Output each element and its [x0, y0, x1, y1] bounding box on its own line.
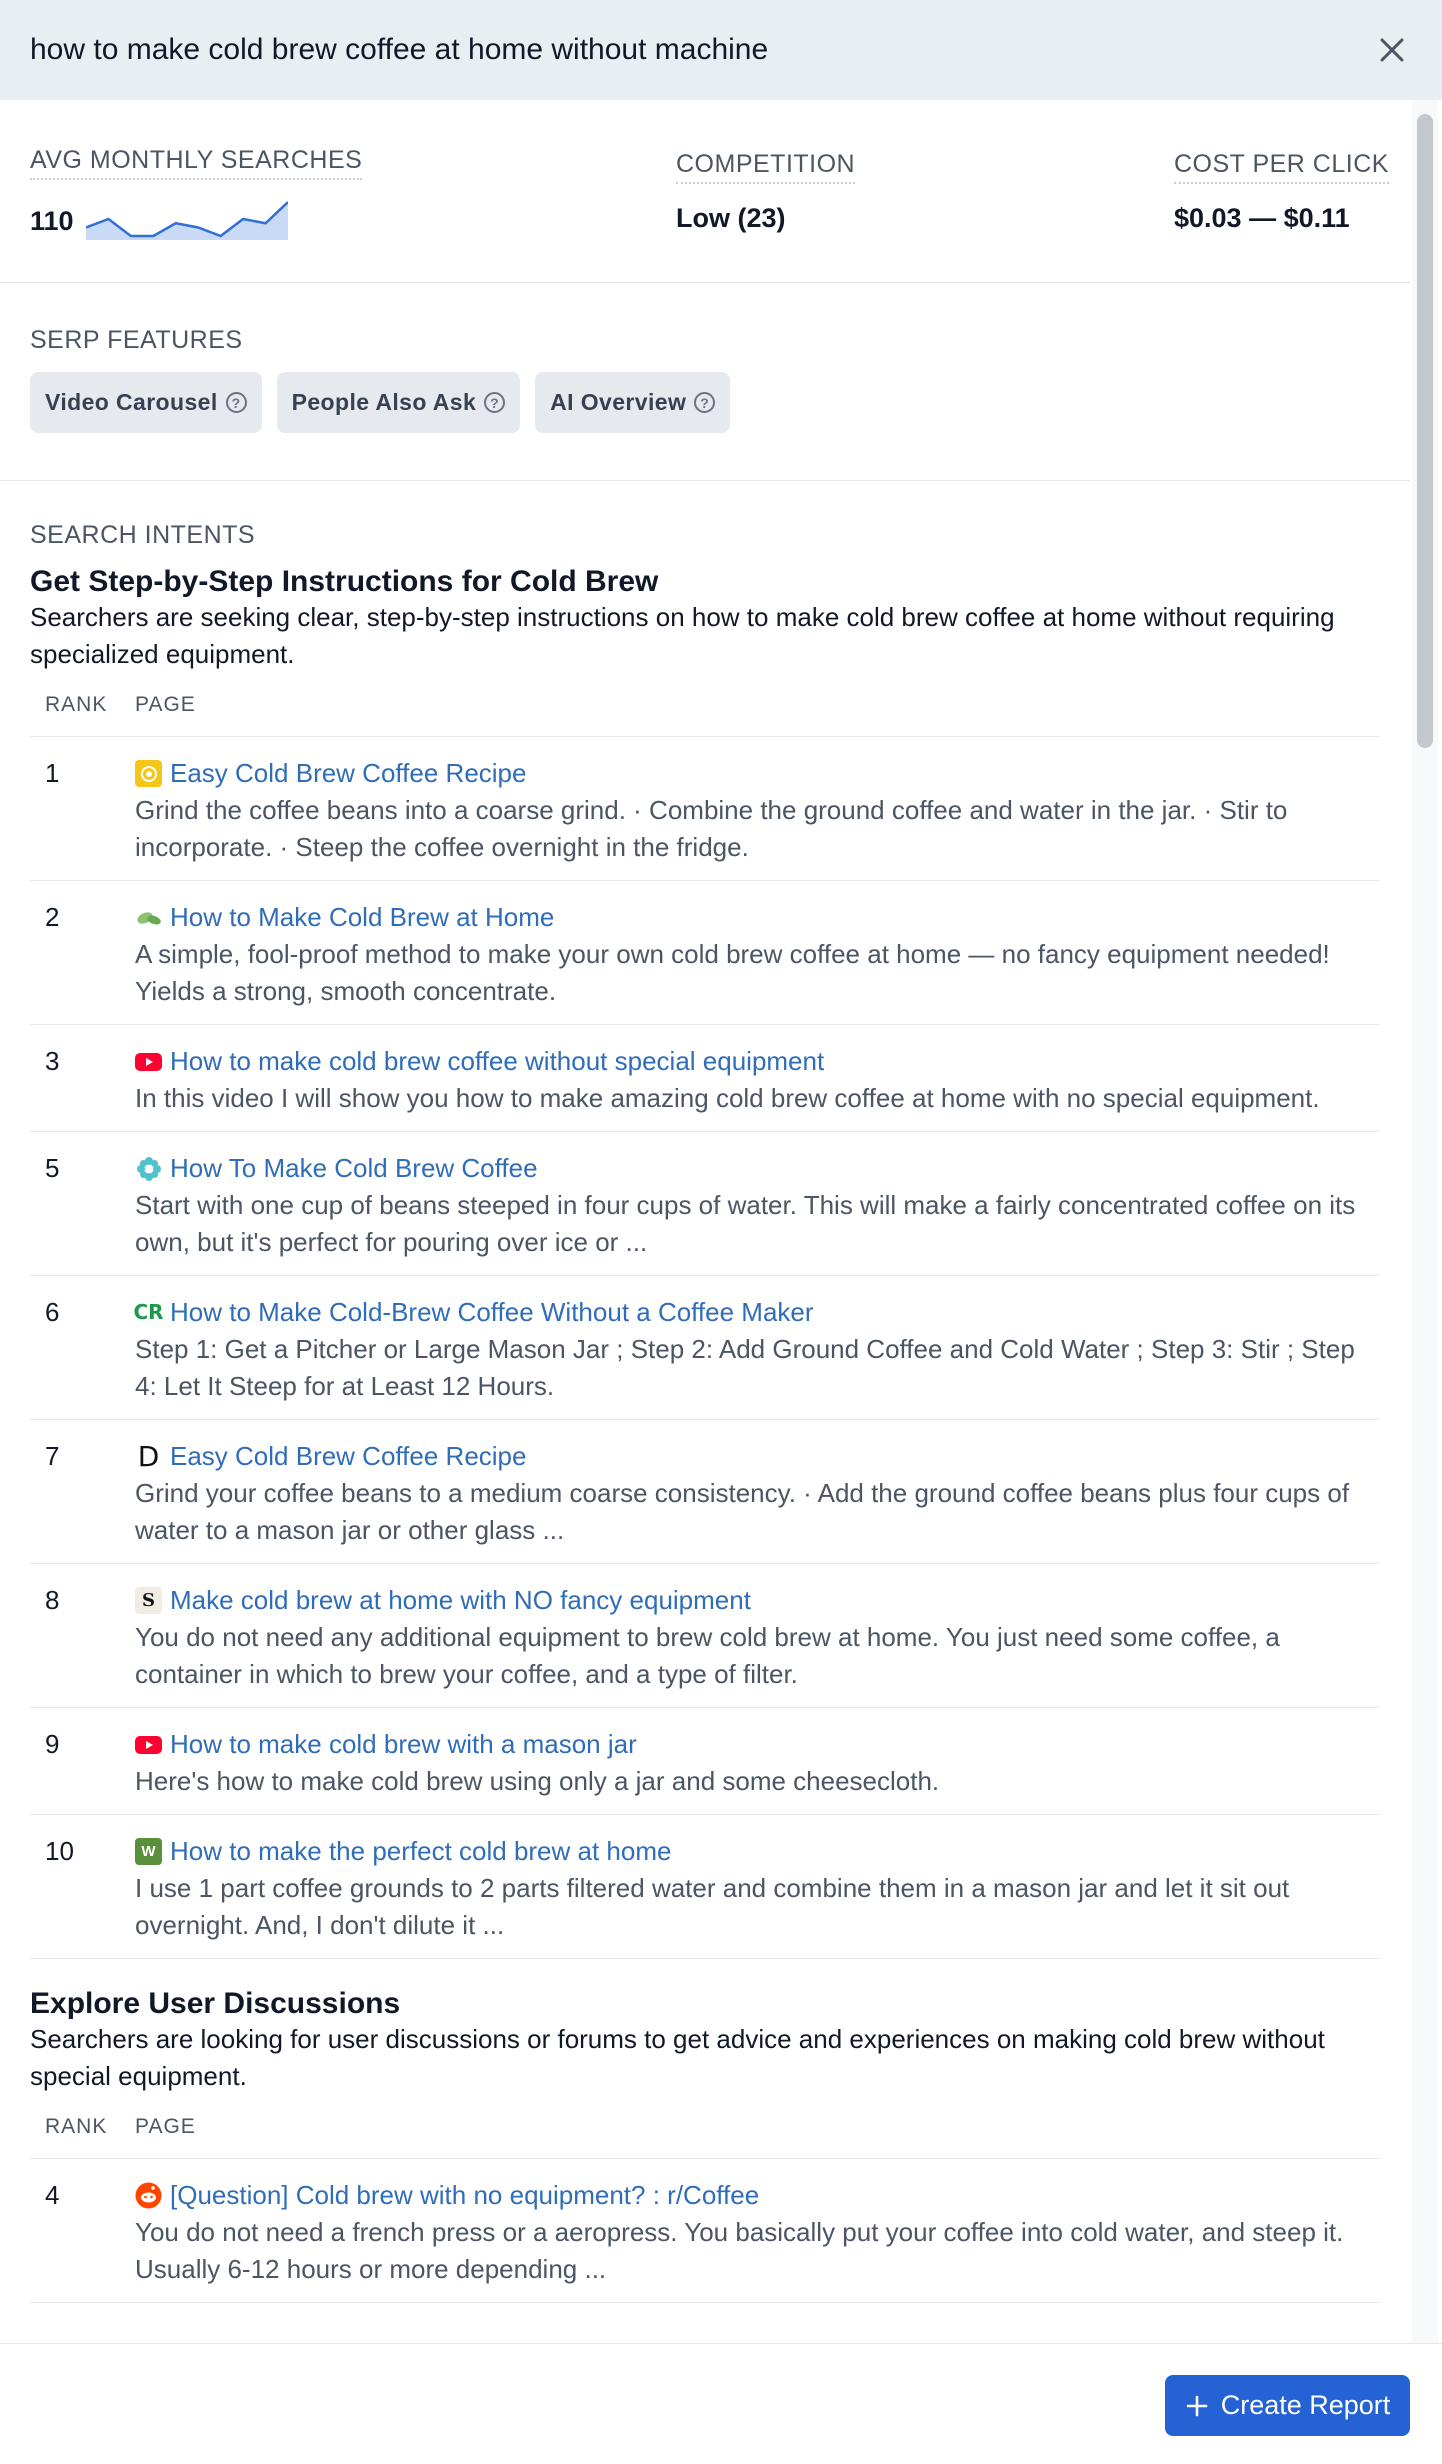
result-link[interactable]	[135, 1150, 1380, 1187]
rank-cell: 6	[45, 1297, 60, 1327]
leaf-icon	[135, 904, 162, 931]
rank-cell: 3	[45, 1046, 60, 1076]
result-snippet: You do not need any additional equipment to brew cold brew at home. You just need some coffee, a container in which to brew your coffee, and a type of filter.	[135, 1622, 1280, 1689]
table-row	[30, 1815, 1380, 1959]
avg-monthly-searches-label: AVG MONTHLY SEARCHES	[30, 146, 362, 180]
flower-icon	[135, 1155, 162, 1182]
search-intents-panel	[0, 481, 1410, 2303]
result-title: How to make the perfect cold brew at home	[170, 1836, 672, 1866]
result-link[interactable]	[135, 1043, 1380, 1080]
result-snippet: Step 1: Get a Pitcher or Large Mason Jar ; Step 2: Add Ground Coffee and Cold Water ; Step 3: Stir ; Step 4: Let It Steep for at Least 12 Hours.	[135, 1334, 1355, 1401]
rank-cell: 5	[45, 1153, 60, 1183]
help-icon[interactable]: ?	[694, 392, 715, 413]
result-link[interactable]	[135, 1833, 1380, 1870]
result-snippet: Grind your coffee beans to a medium coarse consistency. · Add the ground coffee beans plus four cups of water to a mason jar or other glass ...	[135, 1478, 1350, 1545]
cr-icon: CR	[133, 1300, 164, 1324]
details-scroll-area[interactable]	[0, 100, 1410, 2343]
cost-per-click-label: COST PER CLICK	[1174, 150, 1389, 184]
competition-value: Low (23)	[676, 203, 786, 233]
rank-header: RANK	[45, 692, 108, 716]
result-snippet: Here's how to make cold brew using only a jar and some cheesecloth.	[135, 1766, 940, 1796]
cost-per-click-value: $0.03 — $0.11	[1174, 203, 1350, 233]
rank-cell: 2	[45, 902, 60, 932]
serp-feature-chips	[30, 372, 730, 433]
reddit-icon	[135, 2182, 162, 2209]
result-snippet: I use 1 part coffee grounds to 2 parts filtered water and combine them in a mason jar and let it sit out overnight. And, I don't dilute it ...	[135, 1873, 1290, 1940]
result-snippet: You do not need a french press or a aeropress. You basically put your coffee into cold water, and steep it. Usually 6-12 hours or more depending ...	[135, 2217, 1344, 2284]
page-header: PAGE	[135, 692, 196, 716]
rank-header: RANK	[45, 2114, 108, 2138]
d-icon: D	[137, 1440, 160, 1473]
keyword-title: how to make cold brew coffee at home without machine	[30, 33, 769, 66]
chip-ai-overview[interactable]	[535, 372, 730, 433]
table-row	[30, 1276, 1380, 1420]
result-link[interactable]	[135, 1726, 1380, 1763]
competition-label: COMPETITION	[676, 150, 855, 184]
result-title: How to make cold brew coffee without special equipment	[170, 1046, 825, 1076]
ranking-table	[30, 673, 1380, 1959]
intent-title: Explore User Discussions	[30, 1987, 401, 2020]
plus-icon	[1185, 2394, 1209, 2418]
dialog-footer	[0, 2343, 1442, 2464]
result-title: Easy Cold Brew Coffee Recipe	[170, 758, 527, 788]
serp-features-label: SERP FEATURES	[30, 326, 243, 354]
result-snippet: Start with one cup of beans steeped in four cups of water. This will make a fairly concentrated coffee on its own, but it's perfect for pouring over ice or ...	[135, 1190, 1356, 1257]
rank-cell: 10	[45, 1836, 74, 1866]
result-link[interactable]	[135, 1582, 1380, 1619]
result-title: Make cold brew at home with NO fancy equipment	[170, 1585, 751, 1615]
result-snippet: Grind the coffee beans into a coarse grind. · Combine the ground coffee and water in the jar. · Stir to incorporate. · Steep the coffee overnight in the fridge.	[135, 795, 1288, 862]
chip-label: People Also Ask	[291, 389, 477, 415]
youtube-icon	[135, 1048, 162, 1075]
w-icon: W	[135, 1838, 162, 1865]
create-report-label: Create Report	[1220, 2390, 1391, 2420]
rank-cell: 8	[45, 1585, 60, 1615]
result-link[interactable]	[135, 1294, 1380, 1331]
ranking-table	[30, 2095, 1380, 2303]
table-row	[30, 2159, 1380, 2303]
result-title: How to Make Cold-Brew Coffee Without a Coffee Maker	[170, 1297, 814, 1327]
result-title: Easy Cold Brew Coffee Recipe	[170, 1441, 527, 1471]
chip-people-also-ask[interactable]	[277, 372, 521, 433]
result-link[interactable]	[135, 2177, 1380, 2214]
table-row	[30, 881, 1380, 1025]
scrollbar-thumb[interactable]	[1417, 114, 1433, 748]
create-report-button[interactable]	[1165, 2375, 1410, 2436]
serp-features-panel	[0, 283, 1410, 481]
table-header	[30, 673, 1380, 737]
rank-cell: 1	[45, 758, 60, 788]
result-title: How To Make Cold Brew Coffee	[170, 1153, 538, 1183]
chip-video-carousel[interactable]	[30, 372, 262, 433]
close-button[interactable]	[1372, 30, 1412, 70]
s-icon: S	[135, 1587, 162, 1614]
result-snippet: A simple, fool-proof method to make your own cold brew coffee at home — no fancy equipment needed! Yields a strong, smooth concentrate.	[135, 939, 1330, 1006]
rank-cell: 4	[45, 2180, 60, 2210]
intent-description: Searchers are seeking clear, step-by-step instructions on how to make cold brew coffee at home without requiring specialized equipment.	[30, 602, 1335, 669]
intent-title: Get Step-by-Step Instructions for Cold Brew	[30, 565, 659, 598]
result-snippet: In this video I will show you how to make amazing cold brew coffee at home with no special equipment.	[135, 1083, 1320, 1113]
table-row	[30, 1564, 1380, 1708]
result-link[interactable]	[135, 1438, 1380, 1475]
youtube-icon	[135, 1731, 162, 1758]
help-icon[interactable]: ?	[484, 392, 505, 413]
result-link[interactable]	[135, 899, 1380, 936]
close-icon	[1377, 35, 1407, 65]
table-row	[30, 737, 1380, 881]
table-row	[30, 1708, 1380, 1815]
intent-block	[30, 1987, 1380, 2303]
help-icon[interactable]: ?	[226, 392, 247, 413]
table-row	[30, 1420, 1380, 1564]
result-title: [Question] Cold brew with no equipment? : r/Coffee	[170, 2180, 760, 2210]
result-title: How to make cold brew with a mason jar	[170, 1729, 637, 1759]
dialog-header	[0, 0, 1442, 100]
table-row	[30, 1132, 1380, 1276]
table-row	[30, 1025, 1380, 1132]
result-link[interactable]	[135, 755, 1380, 792]
chip-label: AI Overview	[550, 389, 687, 415]
intent-description: Searchers are looking for user discussions or forums to get advice and experiences on making cold brew without special equipment.	[30, 2024, 1325, 2091]
search-intents-label: SEARCH INTENTS	[30, 521, 256, 549]
page-header: PAGE	[135, 2114, 196, 2138]
rank-cell: 9	[45, 1729, 60, 1759]
search-trend-sparkline	[86, 198, 288, 240]
smiley-icon	[135, 760, 162, 787]
rank-cell: 7	[45, 1441, 60, 1471]
chip-label: Video Carousel	[45, 389, 218, 415]
table-header	[30, 2095, 1380, 2159]
intent-block	[30, 565, 1380, 1959]
metrics-panel	[0, 100, 1410, 283]
result-title: How to Make Cold Brew at Home	[170, 902, 555, 932]
avg-monthly-searches-value: 110	[30, 206, 74, 236]
